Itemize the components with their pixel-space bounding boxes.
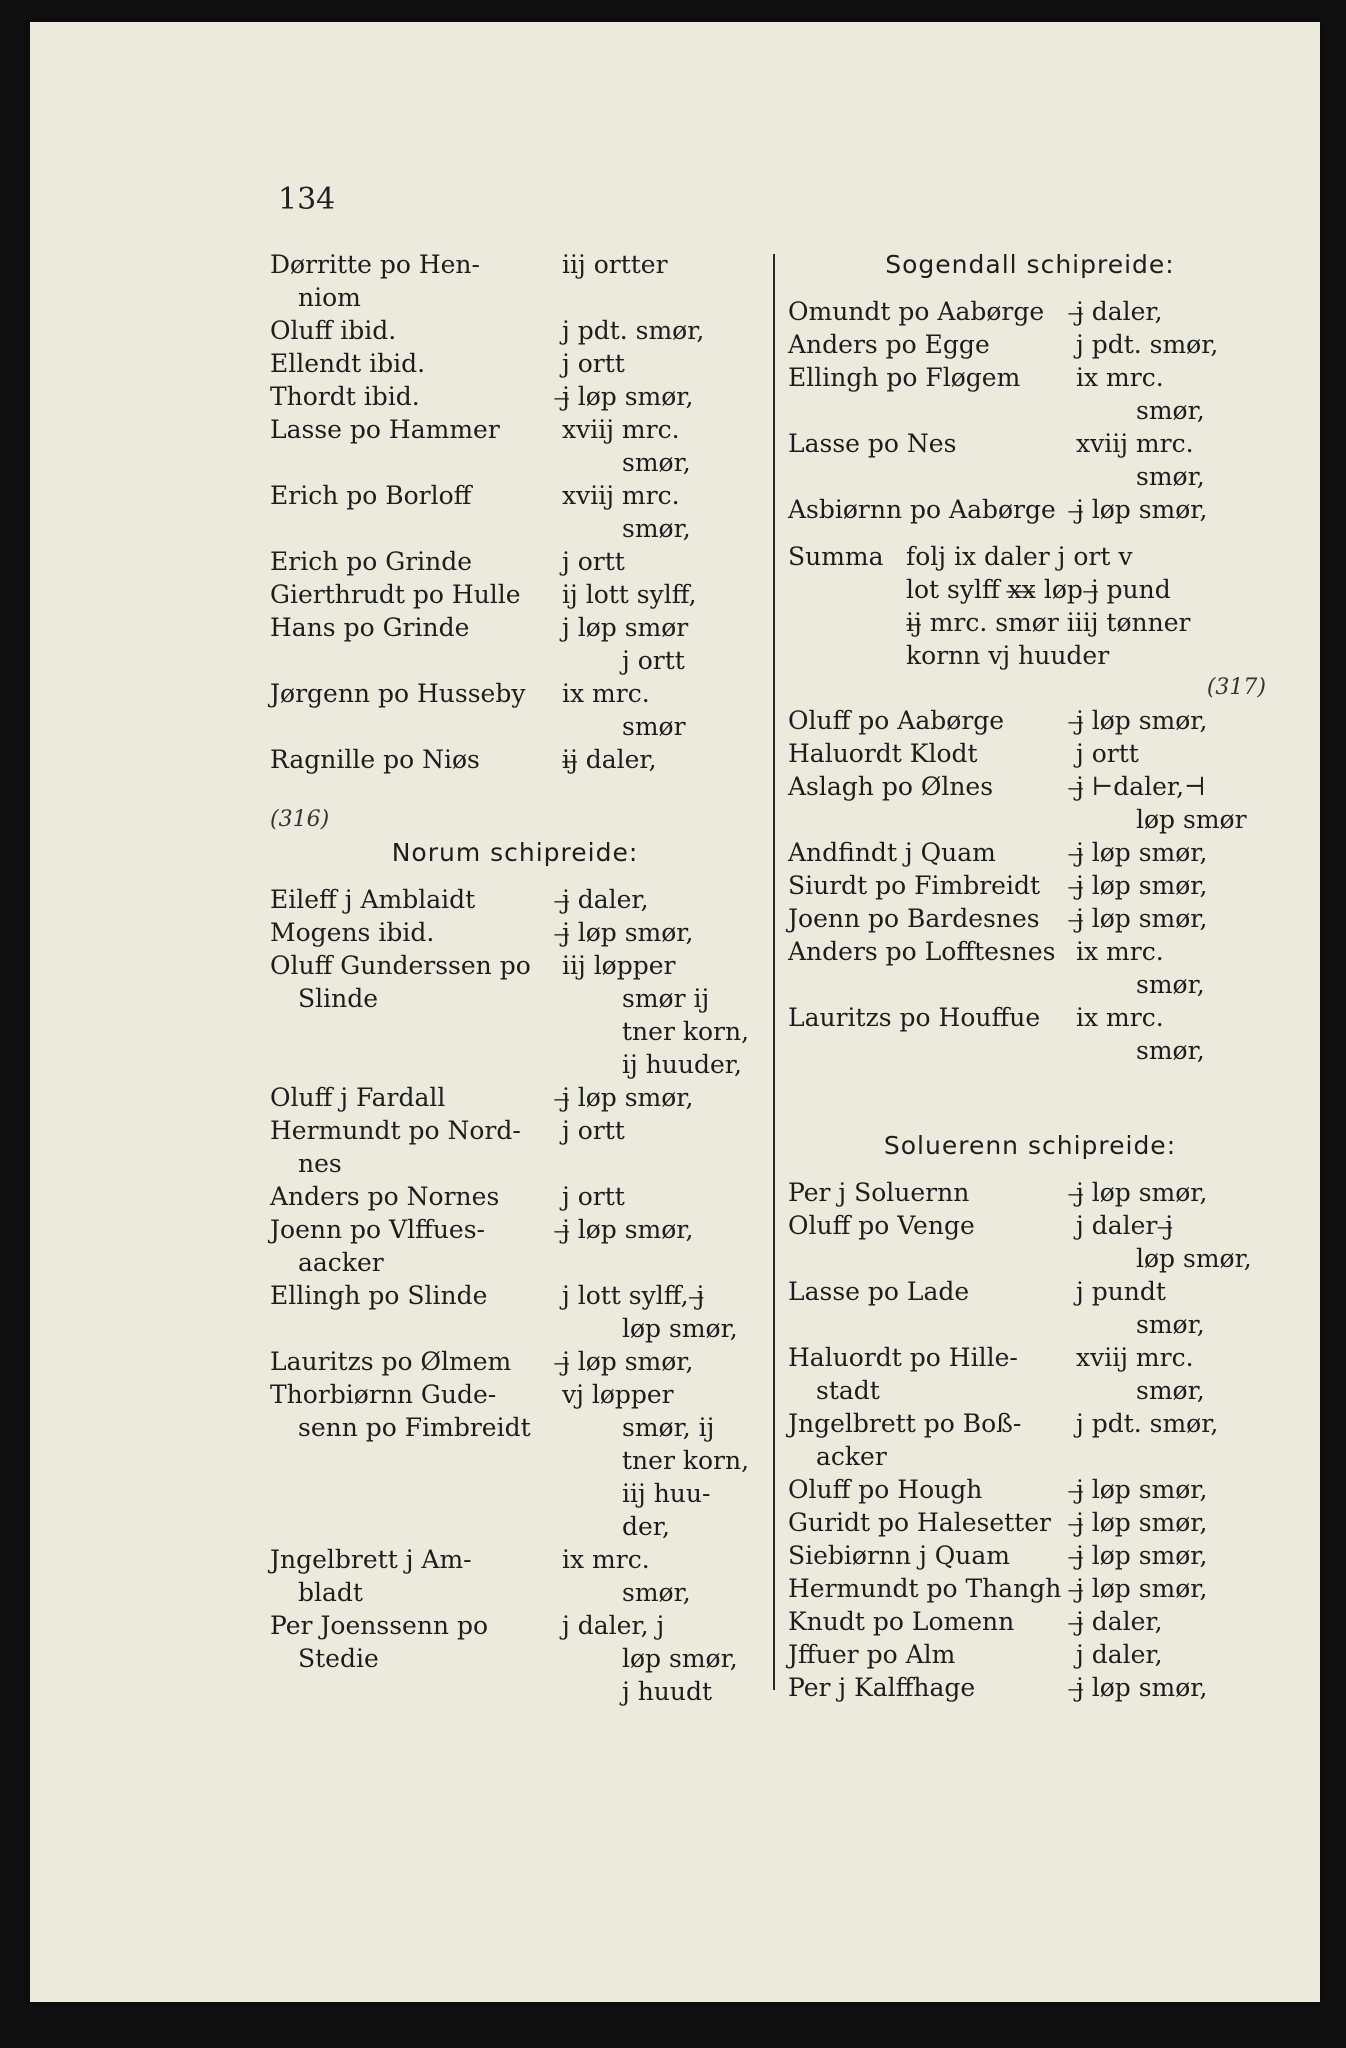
entry-row [788, 1209, 1272, 1242]
entry-row-continued [270, 1048, 760, 1081]
entry-value: løp smør [1136, 805, 1247, 834]
entry-row [788, 1539, 1272, 1572]
entry-value [590, 1246, 760, 1279]
entry-value: j̶ løp smør, [562, 1347, 694, 1376]
entry-value: smør [622, 712, 686, 741]
entry-value: j̶ løp smør, [1076, 706, 1208, 735]
entry-row-continued [270, 1477, 760, 1510]
entry-name [270, 1675, 590, 1708]
entry-row [788, 328, 1272, 361]
entry-name: aacker [298, 1248, 384, 1277]
entry-value: ij huuder, [622, 1050, 742, 1079]
entry-value: j daler, j [562, 1611, 665, 1640]
entry-value: ij̶ daler, [562, 745, 657, 774]
entry-value: j̶ løp smør, [562, 918, 694, 947]
entry-value: ix mrc. [1076, 1003, 1164, 1032]
entry-value: j ortt [562, 349, 625, 378]
entry-name [270, 710, 590, 743]
sogendall-entries-continued [788, 704, 1272, 1067]
entry-value: j ortt [622, 646, 685, 675]
entry-row-continued [788, 803, 1272, 836]
entry-value: j̶ løp smør, [1076, 904, 1208, 933]
entry-value: smør, [1136, 1310, 1205, 1339]
entry-value: j ortt [562, 1116, 625, 1145]
entry-value: j̶ løp smør, [1076, 1574, 1208, 1603]
entry-row [788, 869, 1272, 902]
entry-value: j daler j̶ [1076, 1211, 1174, 1240]
entry-value: xviij mrc. [562, 481, 680, 510]
document-page [30, 22, 1320, 2002]
entry-row-continued [270, 446, 760, 479]
entry-row [788, 935, 1272, 968]
entry-row-continued [270, 1510, 760, 1543]
entry-row [788, 1001, 1272, 1034]
entry-row [270, 1180, 760, 1213]
entry-row [788, 1605, 1272, 1638]
entry-name [270, 1312, 590, 1345]
entry-row [788, 1176, 1272, 1209]
entry-row [270, 380, 760, 413]
entry-name: Oluff po Venge [788, 1211, 975, 1240]
left-entries [270, 248, 760, 776]
entry-name: Knudt po Lomenn [788, 1607, 1015, 1636]
entry-row [270, 578, 760, 611]
entry-row [270, 1378, 760, 1411]
entry-name: Anders po Egge [788, 330, 990, 359]
entry-name: Guridt po Halesetter [788, 1508, 1051, 1537]
entry-row-continued [788, 1374, 1272, 1407]
entry-name: niom [298, 283, 361, 312]
entry-name [270, 1510, 590, 1543]
norum-heading: Norum schipreide: [391, 838, 639, 867]
entry-value: j ortt [562, 547, 625, 576]
entry-value: smør, [1136, 970, 1205, 999]
entry-row [270, 479, 760, 512]
entry-name [270, 1444, 590, 1477]
entry-name: Omundt po Aabørge [788, 297, 1045, 326]
summa-line: kornn vj huuder [906, 641, 1110, 670]
entry-row [788, 493, 1272, 526]
entry-row [788, 1638, 1272, 1671]
entry-value: j̶ daler, [1076, 1607, 1163, 1636]
entry-value: j daler, [1076, 1640, 1163, 1669]
entry-value [590, 1147, 760, 1180]
entry-name: acker [816, 1442, 887, 1471]
entry-name: Lauritzs po Houffue [788, 1003, 1041, 1032]
entry-name: Hans po Grinde [270, 613, 470, 642]
entry-row [270, 1114, 760, 1147]
entry-row [270, 883, 760, 916]
entry-row [270, 314, 760, 347]
entry-name: Hermundt po Nord- [270, 1116, 521, 1145]
entry-name: Slinde [298, 984, 379, 1013]
sogendall-entries [788, 295, 1272, 526]
entry-row [270, 677, 760, 710]
entry-row [270, 949, 760, 982]
entry-name [270, 644, 590, 677]
entry-value: j̶ løp smør, [1076, 1508, 1208, 1537]
entry-name [788, 460, 1104, 493]
entry-value: vj løpper [562, 1380, 674, 1409]
entry-row [788, 1275, 1272, 1308]
entry-name: Oluff ibid. [270, 316, 397, 345]
entry-row [270, 1543, 760, 1576]
entry-value: ij lott sylff, [562, 580, 697, 609]
entry-name: Oluff Gunderssen po [270, 951, 531, 980]
right-column [788, 248, 1272, 1704]
entry-row [270, 347, 760, 380]
entry-name: Lasse po Lade [788, 1277, 970, 1306]
entry-row [270, 611, 760, 644]
entry-name [270, 446, 590, 479]
entry-row-continued [270, 1147, 760, 1180]
entry-name [788, 1034, 1104, 1067]
entry-row [788, 1572, 1272, 1605]
entry-value: j pundt [1076, 1277, 1166, 1306]
summa-lines [906, 540, 1272, 672]
entry-row [788, 1341, 1272, 1374]
entry-row [788, 737, 1272, 770]
entry-name: Stedie [298, 1644, 379, 1673]
summa-block [788, 540, 1272, 672]
entry-name [270, 1015, 590, 1048]
left-column [270, 248, 760, 1708]
entry-row-continued [270, 1675, 760, 1708]
entry-name: Oluff j Fardall [270, 1083, 446, 1112]
entry-value: ix mrc. [1076, 363, 1164, 392]
soluerenn-entries [788, 1176, 1272, 1704]
entry-row [788, 1407, 1272, 1440]
entry-name: Haluordt po Hille- [788, 1343, 1018, 1372]
entry-row [788, 1671, 1272, 1704]
entry-row-continued [270, 1312, 760, 1345]
entry-value: j̶ løp smør, [1076, 495, 1208, 524]
entry-row-continued [788, 460, 1272, 493]
entry-name: Dørritte po Hen- [270, 250, 480, 279]
entry-row [788, 770, 1272, 803]
entry-value: smør, ij [622, 1413, 715, 1442]
summa-line: ij̶ mrc. smør iiij tønner [906, 608, 1191, 637]
entry-name [788, 1242, 1104, 1275]
entry-row [270, 1345, 760, 1378]
entry-row [270, 1213, 760, 1246]
entry-row-continued [270, 1015, 760, 1048]
entry-name: Anders po Nornes [270, 1182, 500, 1211]
entry-value: løp smør, [1136, 1244, 1252, 1273]
entry-row-continued [788, 1308, 1272, 1341]
entry-row [788, 295, 1272, 328]
entry-value: iij huu- [622, 1479, 711, 1508]
entry-value: xviij mrc. [562, 415, 680, 444]
norum-entries [270, 883, 760, 1708]
entry-value [590, 281, 760, 314]
entry-value: iij løpper [562, 951, 676, 980]
entry-value: j pdt. smør, [1076, 330, 1219, 359]
entry-name: stadt [816, 1376, 880, 1405]
entry-value: j̶ ⊢daler,⊣ [1076, 772, 1206, 801]
entry-row [270, 545, 760, 578]
entry-name: Oluff po Aabørge [788, 706, 1005, 735]
summa-label: Summa [788, 542, 884, 571]
entry-name [788, 1308, 1104, 1341]
entry-value: smør, [622, 448, 691, 477]
entry-value: j̶ løp smør, [1076, 1673, 1208, 1702]
entry-row-continued [270, 1411, 760, 1444]
entry-value: j huudt [622, 1677, 713, 1706]
entry-value: j̶ løp smør, [562, 1083, 694, 1112]
entry-name: Per j Kalffhage [788, 1673, 976, 1702]
entry-name: Eileff j Amblaidt [270, 885, 476, 914]
entry-name: Oluff po Hough [788, 1475, 983, 1504]
summa-line: lot sylff x̶x̶ løp j̶ pund [906, 575, 1171, 604]
entry-row [270, 1081, 760, 1114]
entry-value: xviij mrc. [1076, 429, 1194, 458]
entry-name: Ragnille po Niøs [270, 745, 480, 774]
entry-row-continued [788, 394, 1272, 427]
entry-name: Lauritzs po Ølmem [270, 1347, 512, 1376]
folio-marker-316: (316) [270, 807, 330, 832]
entry-value: j lott sylff, j̶ [562, 1281, 705, 1310]
entry-name: Jffuer po Alm [788, 1640, 956, 1669]
entry-name: Siurdt po Fimbreidt [788, 871, 1041, 900]
entry-name [788, 968, 1104, 1001]
entry-name: senn po Fimbreidt [298, 1413, 531, 1442]
page-number: 134 [278, 182, 336, 217]
entry-row-continued [788, 1242, 1272, 1275]
entry-row [788, 902, 1272, 935]
entry-value: j̶ løp smør, [1076, 1541, 1208, 1570]
entry-row [270, 743, 760, 776]
entry-name: Joenn po Bardesnes [788, 904, 1040, 933]
entry-name [788, 803, 1104, 836]
entry-value: j løp smør [562, 613, 689, 642]
entry-row-continued [270, 1576, 760, 1609]
entry-name: Per j Soluernn [788, 1178, 970, 1207]
entry-name: Mogens ibid. [270, 918, 435, 947]
entry-name: Haluordt Klodt [788, 739, 978, 768]
entry-value: j pdt. smør, [1076, 1409, 1219, 1438]
entry-row-continued [788, 968, 1272, 1001]
sogendall-heading: Sogendall schipreide: [885, 250, 1175, 279]
entry-name: Anders po Lofftesnes [788, 937, 1056, 966]
entry-value: j pdt. smør, [562, 316, 705, 345]
entry-value: smør, [1136, 396, 1205, 425]
entry-name [270, 1048, 590, 1081]
entry-row [788, 836, 1272, 869]
entry-name: Hermundt po Thangh [788, 1574, 1062, 1603]
entry-value: smør, [1136, 1036, 1205, 1065]
soluerenn-heading: Soluerenn schipreide: [883, 1131, 1177, 1160]
entry-row [788, 1473, 1272, 1506]
entry-name: Siebiørnn j Quam [788, 1541, 1010, 1570]
entry-row-continued [270, 512, 760, 545]
entry-value: smør, [622, 514, 691, 543]
entry-name: Asbiørnn po Aabørge [788, 495, 1056, 524]
entry-value: tner korn, [622, 1446, 750, 1475]
entry-row-continued [270, 1246, 760, 1279]
column-divider [773, 254, 775, 1690]
entry-name: Joenn po Vlffues- [270, 1215, 486, 1244]
entry-value [1104, 1440, 1272, 1473]
entry-name: Ellendt ibid. [270, 349, 426, 378]
entry-name: Ellingh po Fløgem [788, 363, 1021, 392]
entry-name: Per Joenssenn po [270, 1611, 489, 1640]
entry-value: j ortt [562, 1182, 625, 1211]
entry-name: Erich po Borloff [270, 481, 472, 510]
entry-value: tner korn, [622, 1017, 750, 1046]
entry-row-continued [270, 710, 760, 743]
summa-line: folj ix daler j ort v [906, 542, 1133, 571]
entry-row-continued [270, 281, 760, 314]
entry-value: ix mrc. [1076, 937, 1164, 966]
entry-name: Jørgenn po Husseby [270, 679, 526, 708]
entry-name: nes [298, 1149, 342, 1178]
entry-row-continued [270, 1642, 760, 1675]
entry-value: j̶ løp smør, [562, 1215, 694, 1244]
entry-name: bladt [298, 1578, 363, 1607]
entry-value: smør, [1136, 462, 1205, 491]
entry-name [788, 394, 1104, 427]
entry-name: Thorbiørnn Gude- [270, 1380, 497, 1409]
entry-value: j ortt [1076, 739, 1139, 768]
entry-value: smør, [622, 1578, 691, 1607]
entry-value: j̶ løp smør, [1076, 838, 1208, 867]
entry-value: j̶ daler, [1076, 297, 1163, 326]
entry-value: løp smør, [622, 1644, 738, 1673]
entry-row-continued [270, 1444, 760, 1477]
entry-name: Erich po Grinde [270, 547, 473, 576]
entry-name: Lasse po Nes [788, 429, 957, 458]
entry-name: Jngelbrett po Boß- [788, 1409, 1022, 1438]
entry-row [788, 1506, 1272, 1539]
entry-row [270, 1279, 760, 1312]
entry-name: Thordt ibid. [270, 382, 420, 411]
entry-row [788, 361, 1272, 394]
entry-row-continued [788, 1440, 1272, 1473]
entry-row [270, 248, 760, 281]
entry-row [788, 704, 1272, 737]
entry-row-continued [270, 982, 760, 1015]
entry-value: løp smør, [622, 1314, 738, 1343]
entry-name: Andfindt j Quam [788, 838, 996, 867]
entry-row [270, 413, 760, 446]
entry-value: j̶ løp smør, [1076, 871, 1208, 900]
entry-value: j̶ løp smør, [1076, 1475, 1208, 1504]
entry-row [270, 1609, 760, 1642]
entry-value: j̶ løp smør, [1076, 1178, 1208, 1207]
entry-name [270, 512, 590, 545]
entry-row [270, 916, 760, 949]
entry-name: Gierthrudt po Hulle [270, 580, 521, 609]
entry-value: j̶ daler, [562, 885, 649, 914]
entry-value: smør, [1136, 1376, 1205, 1405]
entry-value: ix mrc. [562, 679, 650, 708]
entry-value: smør ij [622, 984, 710, 1013]
entry-value: ix mrc. [562, 1545, 650, 1574]
entry-row-continued [788, 1034, 1272, 1067]
entry-value: j̶ løp smør, [562, 382, 694, 411]
entry-row-continued [270, 644, 760, 677]
entry-row [788, 427, 1272, 460]
entry-value: xviij mrc. [1076, 1343, 1194, 1372]
entry-name: Ellingh po Slinde [270, 1281, 488, 1310]
entry-name: Lasse po Hammer [270, 415, 500, 444]
entry-value: iij ortter [562, 250, 668, 279]
entry-name [270, 1477, 590, 1510]
folio-marker-317: (317) [1206, 675, 1266, 700]
entry-value: der, [622, 1512, 670, 1541]
entry-name: Aslagh po Ølnes [788, 772, 994, 801]
entry-name: Jngelbrett j Am- [270, 1545, 472, 1574]
